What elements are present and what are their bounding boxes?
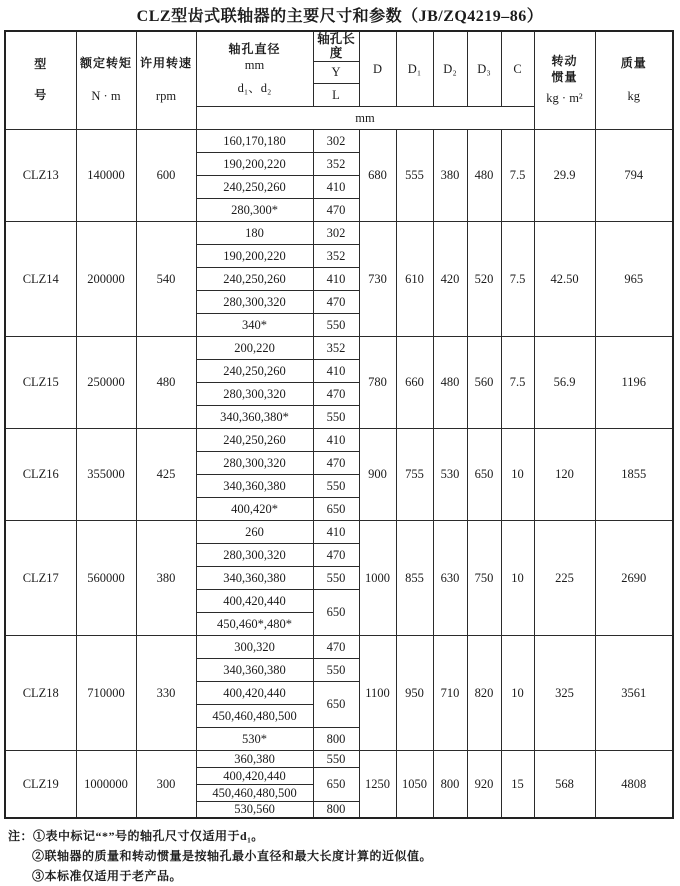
bore-len-cell: 800 <box>313 801 359 818</box>
bore-len-cell: 352 <box>313 244 359 267</box>
header-mass-unit: kg <box>627 89 640 104</box>
inertia-cell: 325 <box>534 635 595 750</box>
bore-dia-cell: 160,170,180 <box>196 129 313 152</box>
inertia-cell: 29.9 <box>534 129 595 221</box>
header-bore-diameter-line1: 轴孔直径 <box>228 41 281 56</box>
bore-len-cell: 410 <box>313 428 359 451</box>
model-cell: CLZ13 <box>5 129 76 221</box>
bore-dia-cell: 340,360,380 <box>196 474 313 497</box>
C-cell: 7.5 <box>501 336 534 428</box>
bore-dia-cell: 280,300,320 <box>196 543 313 566</box>
D2-cell: 380 <box>433 129 467 221</box>
torque-cell: 355000 <box>76 428 136 520</box>
mass-cell: 965 <box>595 221 673 336</box>
header-inertia <box>534 31 595 129</box>
bore-len-cell: 352 <box>313 152 359 175</box>
D1-cell: 1050 <box>396 750 433 818</box>
D3-cell: 650 <box>467 428 501 520</box>
D-cell: 1100 <box>359 635 396 750</box>
header-torque-unit: N · m <box>91 89 121 104</box>
bore-len-cell: 650 <box>313 767 359 801</box>
speed-cell: 330 <box>136 635 196 750</box>
speed-cell: 540 <box>136 221 196 336</box>
header-bore-diameter <box>196 31 313 106</box>
D3-cell: 520 <box>467 221 501 336</box>
footnotes <box>8 826 680 886</box>
inertia-cell: 120 <box>534 428 595 520</box>
torque-cell: 560000 <box>76 520 136 635</box>
bore-len-cell: 470 <box>313 543 359 566</box>
D3-cell: 920 <box>467 750 501 818</box>
bore-dia-cell: 280,300,320 <box>196 290 313 313</box>
torque-cell: 1000000 <box>76 750 136 818</box>
header-model <box>5 31 76 129</box>
bore-dia-cell: 450,460,480,500 <box>196 704 313 727</box>
speed-cell: 480 <box>136 336 196 428</box>
D1-cell: 555 <box>396 129 433 221</box>
inertia-cell: 568 <box>534 750 595 818</box>
bore-dia-cell: 400,420* <box>196 497 313 520</box>
bore-len-cell: 470 <box>313 635 359 658</box>
header-speed-line1: 许用转速 <box>139 56 192 71</box>
inertia-cell: 56.9 <box>534 336 595 428</box>
C-cell: 10 <box>501 428 534 520</box>
header-torque-line1: 额定转矩 <box>79 56 132 71</box>
model-cell: CLZ15 <box>5 336 76 428</box>
header-speed <box>136 31 196 129</box>
bore-dia-cell: 260 <box>196 520 313 543</box>
header-bore-length-L: L <box>313 83 359 106</box>
header-mass-line1: 质量 <box>620 56 647 71</box>
mass-cell: 1196 <box>595 336 673 428</box>
bore-dia-cell: 190,200,220 <box>196 152 313 175</box>
bore-dia-cell: 400,420,440 <box>196 767 313 784</box>
bore-dia-cell: 400,420,440 <box>196 589 313 612</box>
bore-dia-cell: 280,300,320 <box>196 382 313 405</box>
bore-len-cell: 470 <box>313 451 359 474</box>
footnote-3: ③本标准仅适用于老产品。 <box>32 869 183 884</box>
header-mass <box>595 31 673 129</box>
D3-cell: 480 <box>467 129 501 221</box>
mass-cell: 794 <box>595 129 673 221</box>
D2-cell: 420 <box>433 221 467 336</box>
D-cell: 900 <box>359 428 396 520</box>
footnote-prefix: 注： <box>8 829 34 844</box>
bore-dia-cell: 340,360,380 <box>196 658 313 681</box>
bore-len-cell: 302 <box>313 221 359 244</box>
D1-cell: 950 <box>396 635 433 750</box>
D1-cell: 755 <box>396 428 433 520</box>
torque-cell: 710000 <box>76 635 136 750</box>
bore-len-cell: 650 <box>313 497 359 520</box>
header-torque <box>76 31 136 129</box>
bore-dia-cell: 340,360,380 <box>196 566 313 589</box>
header-mm-span: mm <box>196 106 534 129</box>
D2-cell: 710 <box>433 635 467 750</box>
header-model-line1: 型 <box>34 56 48 71</box>
footnote-1: ①表中标记“*”号的轴孔尺寸仅适用于d₁。 <box>33 829 264 844</box>
bore-dia-cell: 180 <box>196 221 313 244</box>
bore-dia-cell: 240,250,260 <box>196 175 313 198</box>
bore-len-cell: 550 <box>313 566 359 589</box>
model-cell: CLZ16 <box>5 428 76 520</box>
mass-cell: 2690 <box>595 520 673 635</box>
C-cell: 7.5 <box>501 129 534 221</box>
model-cell: CLZ18 <box>5 635 76 750</box>
D2-cell: 480 <box>433 336 467 428</box>
page-title: CLZ型齿式联轴器的主要尺寸和参数（JB/ZQ4219–86） <box>136 8 544 25</box>
D2-cell: 800 <box>433 750 467 818</box>
inertia-cell: 42.50 <box>534 221 595 336</box>
bore-dia-cell: 190,200,220 <box>196 244 313 267</box>
speed-cell: 425 <box>136 428 196 520</box>
header-bore-length-Y: Y <box>313 61 359 83</box>
D-cell: 780 <box>359 336 396 428</box>
C-cell: 15 <box>501 750 534 818</box>
mass-cell: 1855 <box>595 428 673 520</box>
bore-dia-cell: 340,360,380* <box>196 405 313 428</box>
speed-cell: 300 <box>136 750 196 818</box>
bore-dia-cell: 450,460,480,500 <box>196 784 313 801</box>
header-inertia-line1: 转动 <box>551 54 578 69</box>
D3-cell: 820 <box>467 635 501 750</box>
header-col-C: C <box>501 31 534 106</box>
footnote-2: ②联轴器的质量和转动惯量是按轴孔最小直径和最大长度计算的近似值。 <box>32 849 433 864</box>
header-bore-diameter-symbols: d₁、d₂ <box>237 80 272 95</box>
D-cell: 680 <box>359 129 396 221</box>
torque-cell: 250000 <box>76 336 136 428</box>
C-cell: 10 <box>501 635 534 750</box>
D3-cell: 560 <box>467 336 501 428</box>
bore-len-cell: 550 <box>313 658 359 681</box>
inertia-cell: 225 <box>534 520 595 635</box>
header-bore-diameter-unit: mm <box>244 58 265 73</box>
bore-len-cell: 470 <box>313 382 359 405</box>
bore-dia-cell: 240,250,260 <box>196 267 313 290</box>
header-speed-unit: rpm <box>155 89 177 104</box>
D2-cell: 530 <box>433 428 467 520</box>
bore-dia-cell: 340* <box>196 313 313 336</box>
header-inertia-unit: kg · m² <box>546 90 583 105</box>
bore-dia-cell: 280,300,320 <box>196 451 313 474</box>
bore-dia-cell: 360,380 <box>196 750 313 767</box>
D3-cell: 750 <box>467 520 501 635</box>
coupling-spec-table <box>4 30 674 819</box>
bore-dia-cell: 300,320 <box>196 635 313 658</box>
model-cell: CLZ19 <box>5 750 76 818</box>
bore-dia-cell: 530* <box>196 727 313 750</box>
bore-len-cell: 470 <box>313 290 359 313</box>
bore-len-cell: 650 <box>313 589 359 635</box>
bore-len-cell: 550 <box>313 474 359 497</box>
torque-cell: 200000 <box>76 221 136 336</box>
bore-len-cell: 410 <box>313 267 359 290</box>
D-cell: 1000 <box>359 520 396 635</box>
header-inertia-line2: 惯量 <box>551 70 578 85</box>
C-cell: 10 <box>501 520 534 635</box>
header-bore-length: 轴孔长度 <box>313 31 359 61</box>
bore-dia-cell: 240,250,260 <box>196 359 313 382</box>
bore-len-cell: 352 <box>313 336 359 359</box>
bore-dia-cell: 280,300* <box>196 198 313 221</box>
bore-len-cell: 800 <box>313 727 359 750</box>
torque-cell: 140000 <box>76 129 136 221</box>
mass-cell: 3561 <box>595 635 673 750</box>
D1-cell: 855 <box>396 520 433 635</box>
D1-cell: 610 <box>396 221 433 336</box>
bore-len-cell: 410 <box>313 520 359 543</box>
bore-len-cell: 470 <box>313 198 359 221</box>
header-col-D: D <box>359 31 396 106</box>
speed-cell: 380 <box>136 520 196 635</box>
D-cell: 730 <box>359 221 396 336</box>
mass-cell: 4808 <box>595 750 673 818</box>
bore-dia-cell: 530,560 <box>196 801 313 818</box>
bore-len-cell: 550 <box>313 405 359 428</box>
speed-cell: 600 <box>136 129 196 221</box>
bore-len-cell: 410 <box>313 359 359 382</box>
D-cell: 1250 <box>359 750 396 818</box>
header-model-line2: 号 <box>34 88 48 103</box>
bore-len-cell: 550 <box>313 313 359 336</box>
model-cell: CLZ17 <box>5 520 76 635</box>
header-col-D3: D₃ <box>467 31 501 106</box>
bore-dia-cell: 450,460*,480* <box>196 612 313 635</box>
bore-dia-cell: 200,220 <box>196 336 313 359</box>
bore-len-cell: 302 <box>313 129 359 152</box>
model-cell: CLZ14 <box>5 221 76 336</box>
header-col-D1: D₁ <box>396 31 433 106</box>
bore-dia-cell: 240,250,260 <box>196 428 313 451</box>
D2-cell: 630 <box>433 520 467 635</box>
bore-len-cell: 550 <box>313 750 359 767</box>
bore-len-cell: 410 <box>313 175 359 198</box>
header-col-D2: D₂ <box>433 31 467 106</box>
bore-dia-cell: 400,420,440 <box>196 681 313 704</box>
bore-len-cell: 650 <box>313 681 359 727</box>
C-cell: 7.5 <box>501 221 534 336</box>
D1-cell: 660 <box>396 336 433 428</box>
